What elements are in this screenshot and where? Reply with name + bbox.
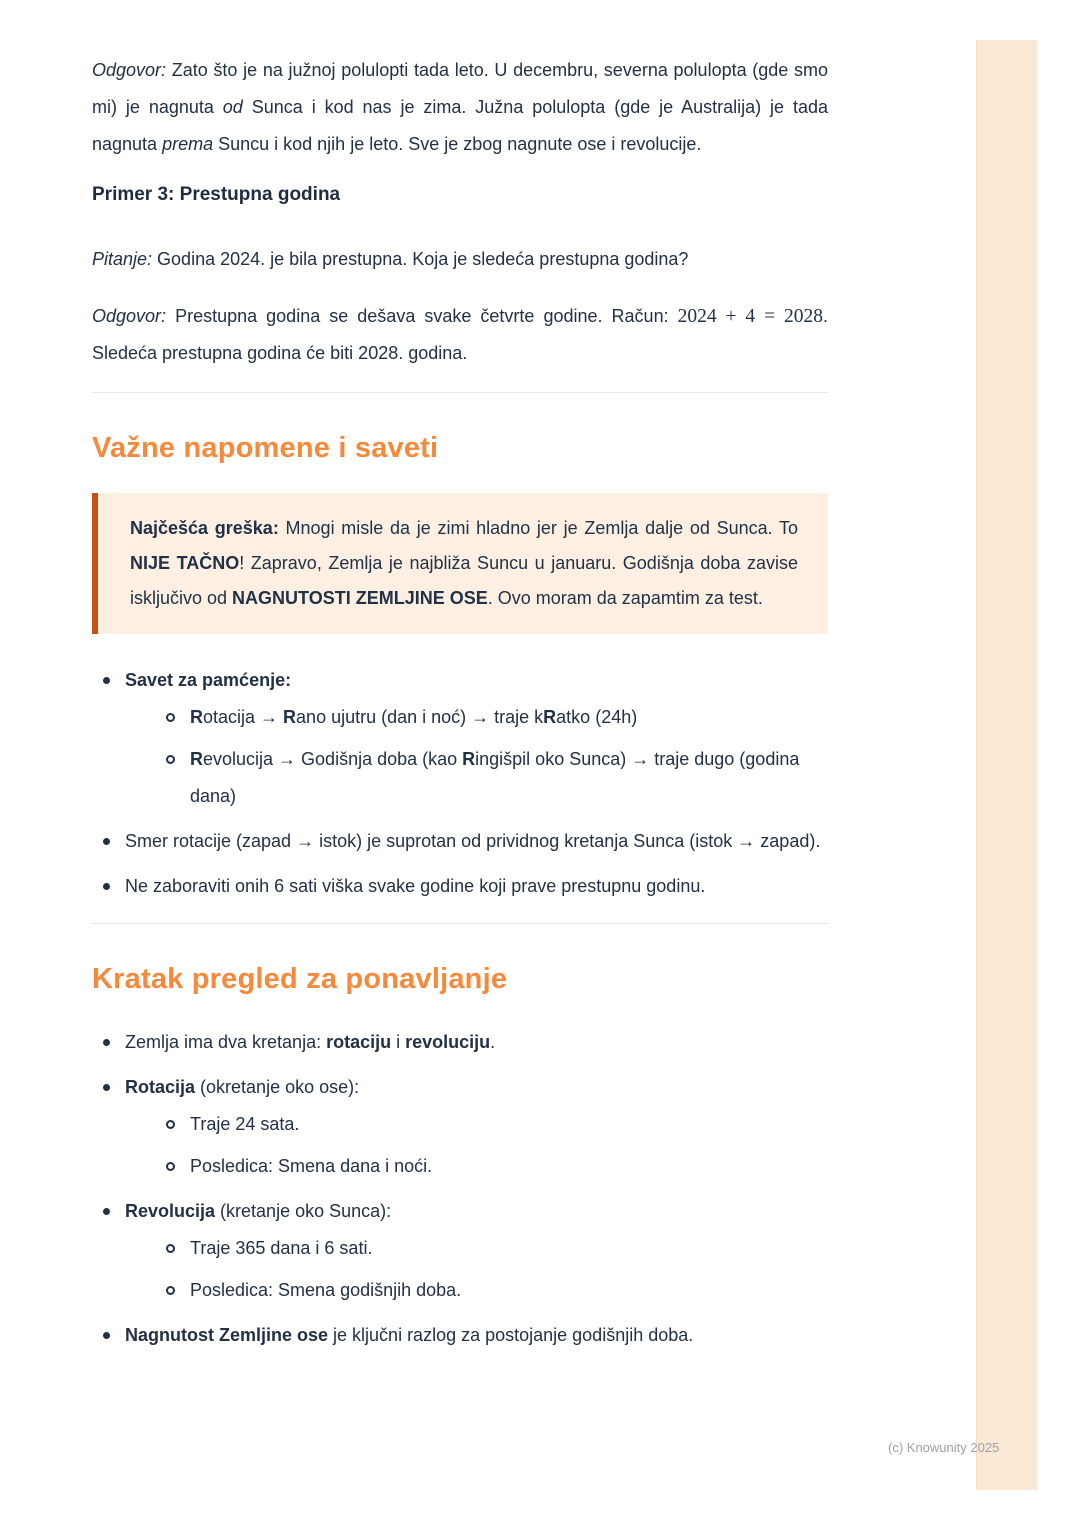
sub-item-posledica-dan-noc [158, 1148, 828, 1185]
review-section-heading: Kratak pregled za ponavljanje [92, 963, 508, 995]
list-item-smer-rotacije [92, 823, 828, 860]
sub-item-text: Posledica: Smena godišnjih doba. [190, 1280, 462, 1300]
list-item-nagnutost [92, 1317, 828, 1354]
list-item-rotacija [92, 1069, 828, 1185]
list-item-text: Rotacija (okretanje oko ose): [125, 1077, 360, 1097]
section-divider [92, 923, 828, 924]
list-item-sest-sati [92, 868, 828, 905]
list-item-dva-kretanja [92, 1024, 828, 1061]
revolucija-sublist [158, 1230, 828, 1309]
question-paragraph: Pitanje: Godina 2024. je bila prestupna. Koja je sledeća prestupna godina? [92, 249, 689, 269]
list-item-text: Savet za pamćenje: [125, 670, 292, 690]
decorative-side-stripe [976, 40, 1037, 1490]
document-body [92, 52, 828, 1362]
sub-item-rotacija-mnemonic [158, 699, 828, 736]
list-item-text: Ne zaboraviti onih 6 sati viška svake godine koji prave prestupnu godinu. [125, 876, 706, 896]
sub-item-text: Traje 365 dana i 6 sati. [190, 1238, 373, 1258]
sub-item-text: Rotacija → Rano ujutru (dan i noć) → traje kRatko (24h) [190, 707, 638, 727]
sub-item-traje-365 [158, 1230, 828, 1267]
rotacija-sublist [158, 1106, 828, 1185]
savet-sublist [158, 699, 828, 815]
list-item-text: Revolucija (kretanje oko Sunca): [125, 1201, 392, 1221]
list-item-savet [92, 662, 828, 815]
list-item-text: Nagnutost Zemljine ose je ključni razlog za postojanje godišnjih doba. [125, 1325, 694, 1345]
sub-item-posledica-godisnja-doba [158, 1272, 828, 1309]
common-mistake-callout [92, 493, 828, 634]
review-list [92, 1024, 828, 1354]
memory-tips-list [92, 662, 828, 905]
example-3-heading: Primer 3: Prestupna godina [92, 184, 341, 205]
notes-section-heading: Važne napomene i saveti [92, 432, 439, 464]
answer-paragraph-seasons: Odgovor: Zato što je na južnoj polulopti tada leto. U decembru, severna polulopta (gde smo mi) je nagnuta od Sunca i kod nas je zima. Južna polulopta (gde je Australija) je tada nagnuta prema Suncu i kod njih je leto. Sve je zbog nagnute ose i revolucije. [92, 60, 828, 154]
copyright-footer: (c) Knowunity 2025 [888, 1440, 1000, 1455]
sub-item-text: Revolucija → Godišnja doba (kao Ringišpil oko Sunca) → traje dugo (godina dana) [190, 749, 800, 806]
list-item-text: Zemlja ima dva kretanja: rotaciju i revoluciju. [125, 1032, 496, 1052]
section-divider [92, 392, 828, 393]
sub-item-traje-24 [158, 1106, 828, 1143]
callout-text: Najčešća greška: Mnogi misle da je zimi hladno jer je Zemlja dalje od Sunca. To NIJE TAČNO! Zapravo, Zemlja je najbliža Suncu u januaru. Godišnja doba zavise isključivo od NAGNUTOSTI ZEMLJINE OSE. Ovo moram da zapamtim za test. [130, 518, 799, 608]
sub-item-revolucija-mnemonic [158, 741, 828, 815]
sub-item-text: Traje 24 sata. [190, 1114, 300, 1134]
list-item-revolucija [92, 1193, 828, 1309]
answer-paragraph-leap-year: Odgovor: Prestupna godina se dešava svake četvrte godine. Račun: 2024 + 4 = 2028. Sledeća prestupna godina će biti 2028. godina. [92, 306, 829, 363]
sub-item-text: Posledica: Smena dana i noći. [190, 1156, 433, 1176]
list-item-text: Smer rotacije (zapad → istok) je suprotan od prividnog kretanja Sunca (istok → zapad). [125, 831, 821, 851]
